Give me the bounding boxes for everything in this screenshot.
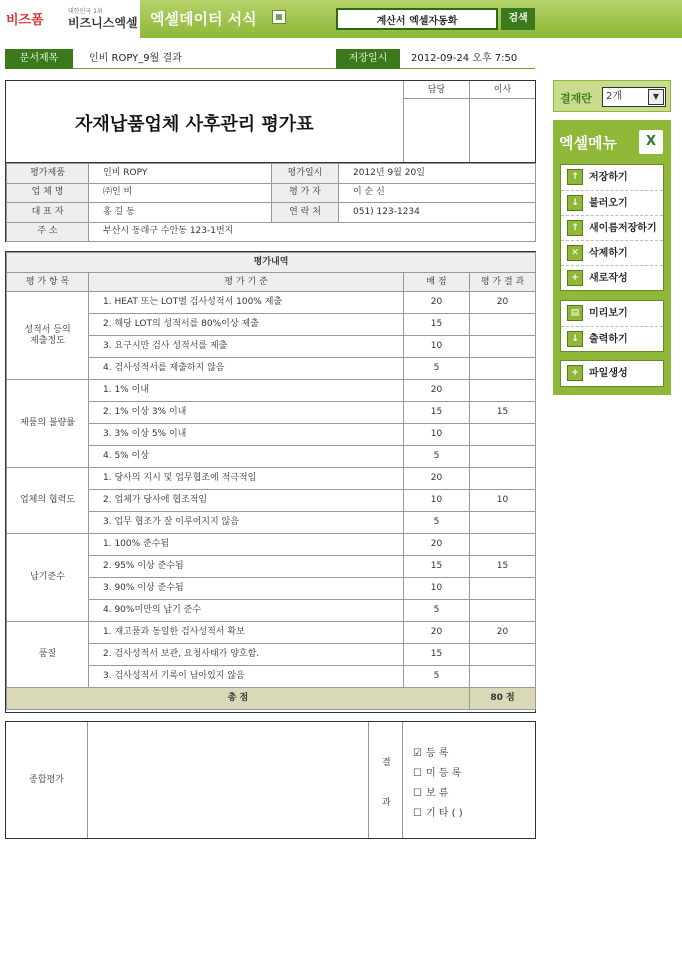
checkbox[interactable]: ☑ xyxy=(413,748,422,759)
info-label: 대 표 자 xyxy=(7,203,89,223)
logo-biz-text: 비즈니스엑셀 xyxy=(68,16,138,30)
table-row xyxy=(7,380,536,402)
criteria-cell: 1. 1% 이내 xyxy=(89,380,404,402)
menu-item-label: 출력하기 xyxy=(589,334,628,345)
excel-menu xyxy=(553,120,671,395)
option-label: 기 타 ( ) xyxy=(425,808,463,819)
search-input[interactable] xyxy=(336,8,498,30)
option-label: 미 등 록 xyxy=(425,768,462,779)
info-label: 업 체 명 xyxy=(7,183,89,203)
group-name: 품질 xyxy=(7,622,89,688)
score-cell: 5 xyxy=(404,512,470,534)
preview-icon: ▤ xyxy=(567,305,583,321)
open-icon: ↓ xyxy=(567,195,583,211)
trash-icon: ✕ xyxy=(567,245,583,261)
info-row xyxy=(7,203,536,223)
result-label-1: 결 xyxy=(382,758,391,768)
summary-box xyxy=(5,721,536,839)
score-cell: 5 xyxy=(404,666,470,688)
chevron-down-icon[interactable]: ▼ xyxy=(648,89,664,105)
xls-icon: ▦ xyxy=(272,10,286,24)
criteria-cell: 2. 업체가 당사에 협조적임 xyxy=(89,490,404,512)
save-as-icon: ↑ xyxy=(567,220,583,236)
result-cell[interactable] xyxy=(470,446,536,468)
criteria-cell: 1. 당사의 지시 및 업무협조에 적극적임 xyxy=(89,468,404,490)
score-cell: 10 xyxy=(404,578,470,600)
table-row xyxy=(7,622,536,644)
criteria-cell: 3. 검사성적서 기록이 남아있지 않음 xyxy=(89,666,404,688)
score-cell: 10 xyxy=(404,336,470,358)
result-cell[interactable]: 10 xyxy=(470,490,536,512)
total-value: 80 점 xyxy=(470,688,536,710)
result-option[interactable] xyxy=(413,744,533,764)
criteria-cell: 2. 1% 이상 3% 이내 xyxy=(89,402,404,424)
menu-item-preview[interactable] xyxy=(561,301,663,326)
menu-item-label: 저장하기 xyxy=(589,172,628,183)
header-criteria: 평 가 기 준 xyxy=(89,273,404,292)
info-table xyxy=(5,163,536,242)
table-row xyxy=(7,292,536,314)
approval-select-value: 2개 xyxy=(606,91,623,102)
criteria-cell: 4. 90%미만의 납기 준수 xyxy=(89,600,404,622)
info-value[interactable]: 홍 길 동 xyxy=(89,203,272,223)
result-cell[interactable] xyxy=(470,512,536,534)
score-cell: 15 xyxy=(404,314,470,336)
score-cell: 20 xyxy=(404,534,470,556)
info-label-2: 연 락 처 xyxy=(272,203,339,223)
menu-item-create-file[interactable] xyxy=(561,361,663,386)
score-cell: 20 xyxy=(404,622,470,644)
result-option[interactable] xyxy=(413,764,533,784)
section-title: 평가내역 xyxy=(7,253,536,273)
score-cell: 10 xyxy=(404,424,470,446)
approval-select-label: 결재란 xyxy=(560,92,592,105)
logo-sub-text: 대한민국 1위 xyxy=(68,8,103,15)
score-cell: 15 xyxy=(404,556,470,578)
saved-date-label: 저장일시 xyxy=(336,49,400,69)
info-label: 주 소 xyxy=(7,222,89,242)
checkbox[interactable]: ☐ xyxy=(413,768,422,779)
result-label-cell xyxy=(369,722,403,838)
menu-item-save-as[interactable] xyxy=(561,215,663,240)
logo-main-text: 비즈폼 xyxy=(6,13,44,28)
menu-item-print[interactable] xyxy=(561,326,663,351)
checkbox[interactable]: ☐ xyxy=(413,808,422,819)
info-row xyxy=(7,164,536,184)
header-item: 평 가 항 목 xyxy=(7,273,89,292)
criteria-cell: 4. 5% 이상 xyxy=(89,446,404,468)
table-row xyxy=(7,534,536,556)
menu-item-label: 미리보기 xyxy=(589,308,628,319)
approval-sign-2[interactable] xyxy=(469,99,535,162)
menu-item-label: 불러오기 xyxy=(589,198,628,209)
menu-item-save[interactable] xyxy=(561,165,663,190)
summary-label: 종합평가 xyxy=(6,722,88,838)
group-name: 납기준수 xyxy=(7,534,89,622)
menu-item-new-doc[interactable] xyxy=(561,265,663,290)
info-label-2: 평 가 자 xyxy=(272,183,339,203)
criteria-cell: 2. 95% 이상 준수됨 xyxy=(89,556,404,578)
result-cell[interactable]: 15 xyxy=(470,556,536,578)
criteria-cell: 3. 업무 협조가 잘 이루어지지 않음 xyxy=(89,512,404,534)
approval-col-2: 이사 xyxy=(469,81,535,99)
app-title: 엑셀데이터 서식 xyxy=(150,10,257,28)
approval-col-1: 담당 xyxy=(403,81,469,99)
menu-title: 엑셀메뉴 xyxy=(559,134,617,152)
menu-item-label: 새이름저장하기 xyxy=(589,223,657,234)
info-value[interactable]: 부산시 동래구 수안동 123-1번지 xyxy=(89,222,536,242)
score-cell: 20 xyxy=(404,380,470,402)
score-cell: 15 xyxy=(404,644,470,666)
result-label-2: 과 xyxy=(382,798,391,808)
menu-item-trash[interactable] xyxy=(561,240,663,265)
doc-title-value: 인비 ROPY_9월 결과 xyxy=(89,53,182,64)
menu-item-label: 새로작성 xyxy=(589,273,628,284)
score-cell: 5 xyxy=(404,446,470,468)
criteria-cell: 1. 재고품과 동일한 검사성적서 확보 xyxy=(89,622,404,644)
criteria-cell: 1. 100% 준수됨 xyxy=(89,534,404,556)
menu-item-open[interactable] xyxy=(561,190,663,215)
checkbox[interactable]: ☐ xyxy=(413,788,422,799)
result-cell[interactable] xyxy=(470,336,536,358)
doc-title-label: 문서제목 xyxy=(5,49,73,69)
criteria-cell: 1. HEAT 또는 LOT별 검사성적서 100% 제출 xyxy=(89,292,404,314)
result-cell[interactable] xyxy=(470,666,536,688)
criteria-cell: 2. 검사성적서 보관, 요청사태가 양호함. xyxy=(89,644,404,666)
info-value-2[interactable]: 이 순 신 xyxy=(339,183,536,203)
create-file-icon: + xyxy=(567,365,583,381)
score-cell: 5 xyxy=(404,358,470,380)
menu-item-label: 삭제하기 xyxy=(589,248,628,259)
menu-group-create xyxy=(560,360,664,387)
document-info-bar xyxy=(5,49,535,69)
search-button[interactable]: 검색 xyxy=(501,8,535,30)
group-name: 제품의 불량률 xyxy=(7,380,89,468)
score-cell: 5 xyxy=(404,600,470,622)
result-cell[interactable] xyxy=(470,578,536,600)
info-row xyxy=(7,183,536,203)
info-value[interactable]: 인비 ROPY xyxy=(89,164,272,184)
total-label: 총 점 xyxy=(7,688,470,710)
approval-select-box xyxy=(553,80,671,112)
evaluation-table xyxy=(5,251,536,713)
save-icon: ↑ xyxy=(567,169,583,185)
info-label-2: 평가일시 xyxy=(272,164,339,184)
group-name: 업체의 협력도 xyxy=(7,468,89,534)
info-row xyxy=(7,222,536,242)
criteria-cell: 3. 90% 이상 준수됨 xyxy=(89,578,404,600)
result-cell[interactable] xyxy=(470,644,536,666)
criteria-cell: 2. 해당 LOT의 성적서를 80%이상 제출 xyxy=(89,314,404,336)
option-label: 보 류 xyxy=(425,788,449,799)
info-label: 평가제품 xyxy=(7,164,89,184)
menu-item-label: 파일생성 xyxy=(589,368,628,379)
header-result: 평 가 결 과 xyxy=(470,273,536,292)
sheet-title: 자재납품업체 사후관리 평가표 xyxy=(75,114,314,135)
score-cell: 20 xyxy=(404,292,470,314)
score-cell: 15 xyxy=(404,402,470,424)
top-header xyxy=(0,0,682,38)
menu-group-print xyxy=(560,300,664,352)
result-option[interactable] xyxy=(413,784,533,804)
saved-date-value: 2012-09-24 오후 7:50 xyxy=(411,53,518,64)
result-cell[interactable] xyxy=(470,468,536,490)
score-cell: 20 xyxy=(404,468,470,490)
criteria-cell: 3. 요구시만 검사 성적서를 제출 xyxy=(89,336,404,358)
result-cell[interactable] xyxy=(470,314,536,336)
menu-group-file xyxy=(560,164,664,291)
summary-text-area[interactable] xyxy=(88,722,369,838)
result-cell[interactable] xyxy=(470,380,536,402)
result-cell[interactable]: 15 xyxy=(470,402,536,424)
result-options xyxy=(413,744,533,824)
logo[interactable] xyxy=(0,0,140,38)
criteria-cell: 4. 검사성적서를 제출하지 않음 xyxy=(89,358,404,380)
result-option[interactable] xyxy=(413,804,533,824)
result-cell[interactable]: 20 xyxy=(470,622,536,644)
approval-select[interactable] xyxy=(602,87,666,107)
result-cell[interactable] xyxy=(470,534,536,556)
info-value-2[interactable]: 051) 123-1234 xyxy=(339,203,536,223)
info-value[interactable]: ㈜인 비 xyxy=(89,183,272,203)
group-name: 성적서 등의 제출정도 xyxy=(7,292,89,380)
approval-sign-1[interactable] xyxy=(403,99,469,162)
header-score: 배 점 xyxy=(404,273,470,292)
option-label: 등 록 xyxy=(425,748,449,759)
criteria-cell: 3. 3% 이상 5% 이내 xyxy=(89,424,404,446)
print-icon: ↓ xyxy=(567,331,583,347)
result-cell[interactable] xyxy=(470,424,536,446)
score-cell: 10 xyxy=(404,490,470,512)
new-doc-icon: + xyxy=(567,270,583,286)
info-value-2[interactable]: 2012년 9월 20일 xyxy=(339,164,536,184)
table-row xyxy=(7,468,536,490)
result-cell[interactable]: 20 xyxy=(470,292,536,314)
excel-icon: X xyxy=(639,130,663,154)
result-cell[interactable] xyxy=(470,600,536,622)
result-cell[interactable] xyxy=(470,358,536,380)
